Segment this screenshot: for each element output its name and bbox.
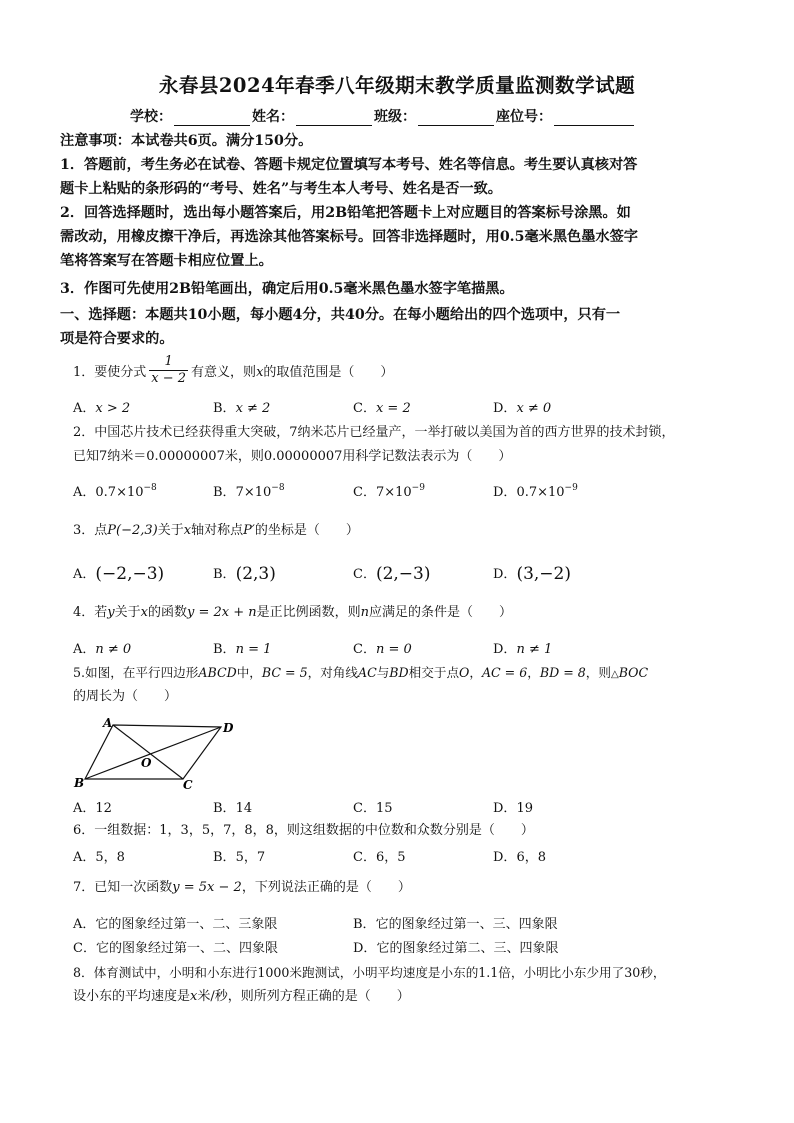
q5-abcd: ABCD xyxy=(198,665,237,680)
option-text: (3,−2) xyxy=(516,564,571,584)
q3-point: P(−2,3) xyxy=(107,523,158,538)
question-7 xyxy=(73,877,733,899)
q5-t3: ，对角线 xyxy=(307,665,358,680)
q4-var-n: n xyxy=(360,605,370,620)
exam-title: 永春县2024年春季八年级期末教学质量监测数学试题 xyxy=(158,74,636,97)
option-label: D． xyxy=(353,941,377,956)
q4-var-x: x xyxy=(140,605,148,620)
notice-item-2a: 2．回答选择题时，选出每小题答案后，用2B铅笔把答题卡上对应题目的答案标号涂黑。如 xyxy=(60,205,631,221)
q6-option-b[interactable] xyxy=(213,846,265,865)
option-text: x = 2 xyxy=(375,401,411,416)
option-text: n = 1 xyxy=(235,642,272,657)
q7-option-d[interactable] xyxy=(353,937,558,956)
question-1 xyxy=(73,356,733,389)
q3-option-a[interactable] xyxy=(73,563,164,584)
option-text: 6，5 xyxy=(375,850,406,865)
notice-item-2b: 需改动，用橡皮擦干净后，再选涂其他答案标号。回答非选择题时，用0.5毫米黑色墨水签字 xyxy=(60,229,638,245)
option-label: A． xyxy=(73,642,96,657)
q1-numerator: 1 xyxy=(164,354,173,369)
question-4 xyxy=(73,602,733,624)
diagonal-bd xyxy=(85,727,221,779)
option-label: B． xyxy=(213,485,236,500)
question-6: 6．一组数据：1，3，5，7，8，8，则这组数据的中位数和众数分别是（ ） xyxy=(73,823,534,838)
q1-option-d[interactable] xyxy=(493,397,551,416)
diagonal-ac xyxy=(113,725,183,779)
option-label: C． xyxy=(353,567,376,582)
q5-t1: 5.如图，在平行四边形 xyxy=(73,665,199,680)
option-label: B． xyxy=(213,642,236,657)
option-text: (−2,−3) xyxy=(95,564,165,584)
q5-t8: ，则 xyxy=(585,665,611,680)
q1-fraction xyxy=(149,354,188,387)
center-label-o: O xyxy=(141,756,152,770)
option-label: B． xyxy=(213,567,236,582)
option-label: B． xyxy=(213,401,236,416)
option-text: (2,3) xyxy=(235,564,276,584)
option-label: D． xyxy=(493,642,517,657)
option-label: C． xyxy=(353,850,376,865)
q1-text-post: 的取值范围是（ ） xyxy=(263,365,394,380)
q1-text-mid: 有意义，则 xyxy=(191,365,257,380)
q6-option-d[interactable] xyxy=(493,846,546,865)
q5-option-c[interactable] xyxy=(353,797,393,816)
q1-var: x xyxy=(256,365,264,380)
option-label: D． xyxy=(493,850,517,865)
option-text: x ≠ 0 xyxy=(516,401,552,416)
name-label: 姓名： xyxy=(252,109,294,125)
q8-var: x xyxy=(190,989,198,1004)
q5-o: O xyxy=(459,665,470,680)
q4-option-d[interactable] xyxy=(493,638,552,657)
vertex-label-c: C xyxy=(183,778,193,791)
option-text: 15 xyxy=(375,801,393,816)
q5-t6: ， xyxy=(469,665,482,680)
name-blank[interactable] xyxy=(296,111,372,126)
notice-item-2c: 笔将答案写在答题卡相应位置上。 xyxy=(60,253,273,269)
option-label: A． xyxy=(73,485,96,500)
seat-label: 座位号： xyxy=(496,109,552,125)
q5-t7: ， xyxy=(527,665,540,680)
option-label: A． xyxy=(73,567,96,582)
q3-var: x xyxy=(183,523,192,538)
option-label: D． xyxy=(493,567,517,582)
q4-equation: y = 2x + n xyxy=(187,605,257,620)
option-text: 它的图象经过第一、二、三象限 xyxy=(95,917,278,932)
option-text: 5，8 xyxy=(95,850,125,865)
option-text: 它的图象经过第一、三、四象限 xyxy=(375,917,558,932)
q5-option-a[interactable] xyxy=(73,797,112,816)
q1-denominator: x − 2 xyxy=(151,371,187,386)
q7-equation: y = 5x − 2 xyxy=(172,880,242,895)
question-5-line2: 的周长为（ ） xyxy=(73,689,178,704)
q3-text-pre: 3．点 xyxy=(73,523,108,538)
parallelogram-figure xyxy=(73,715,233,795)
q4-text-mid: 关于 xyxy=(114,605,141,620)
q5-bd: BD xyxy=(389,665,409,680)
q2-option-c[interactable] xyxy=(353,481,425,500)
vertex-label-d: D xyxy=(223,721,233,735)
q5-acv: AC = 6 xyxy=(481,665,528,680)
q2-option-b[interactable] xyxy=(213,481,285,500)
q7-option-c[interactable] xyxy=(73,937,278,956)
parallelogram-diagram xyxy=(73,715,233,791)
section-heading-line1: 一、选择题：本题共10小题，每小题4分，共40分。在每小题给出的四个选项中，只有一 xyxy=(60,307,621,323)
q5-t4: 与 xyxy=(376,665,390,680)
class-blank[interactable] xyxy=(418,111,494,126)
question-8-line1: 8．体育测试中，小明和小东进行1000米跑测试，小明平均速度是小东的1.1倍，小明比小东少用了30秒， xyxy=(73,965,666,980)
school-blank[interactable] xyxy=(174,111,250,126)
q4-text-pre: 4．若 xyxy=(73,605,108,620)
option-text: 5，7 xyxy=(235,850,266,865)
q1-option-a[interactable] xyxy=(73,397,130,416)
q3-option-c[interactable] xyxy=(353,563,431,584)
question-2-line2: 已知7纳米＝0.00000007米，则0.00000007用科学记数法表示为（ ） xyxy=(73,449,512,464)
q7-text-post: ，下列说法正确的是（ ） xyxy=(241,880,411,895)
q7-text-pre: 7．已知一次函数 xyxy=(73,880,173,895)
class-label: 班级： xyxy=(374,109,416,125)
option-label: B． xyxy=(213,801,236,816)
q5-option-b[interactable] xyxy=(213,797,252,816)
option-exponent: −9 xyxy=(411,483,425,493)
q5-option-d[interactable] xyxy=(493,797,533,816)
notice-item-1b: 题卡上粘贴的条形码的“考号、姓名”与考生本人考号、姓名是否一致。 xyxy=(60,181,502,197)
option-exponent: −8 xyxy=(143,483,157,493)
option-base: 0.7×10 xyxy=(95,485,144,500)
q5-ac: AC xyxy=(357,665,377,680)
q2-option-d[interactable] xyxy=(493,481,578,500)
q4-text-mid3: 是正比例函数，则 xyxy=(256,605,361,620)
option-exponent: −9 xyxy=(564,483,578,493)
option-label: A． xyxy=(73,850,96,865)
option-label: A． xyxy=(73,401,96,416)
option-label: C． xyxy=(353,401,376,416)
q5-boc: BOC xyxy=(618,665,649,680)
q7-option-a[interactable] xyxy=(73,913,277,932)
option-label: A． xyxy=(73,801,96,816)
option-text: n ≠ 1 xyxy=(516,642,553,657)
q5-t5: 相交于点 xyxy=(408,665,460,680)
option-label: C． xyxy=(73,941,96,956)
option-label: D． xyxy=(493,801,517,816)
option-text: 它的图象经过第二、三、四象限 xyxy=(376,941,559,956)
notice-heading: 注意事项：本试卷共6页。满分150分。 xyxy=(60,133,313,149)
triangle-symbol: △ xyxy=(610,669,619,680)
q3-text-post: 的坐标是（ ） xyxy=(254,523,359,538)
q1-text-pre: 1．要使分式 xyxy=(73,365,147,380)
option-text: 19 xyxy=(516,801,533,816)
option-text: 6，8 xyxy=(516,850,546,865)
option-text: 它的图象经过第一、二、四象限 xyxy=(95,941,278,956)
seat-blank[interactable] xyxy=(554,111,634,126)
school-label: 学校： xyxy=(130,109,172,125)
option-label: B． xyxy=(213,850,236,865)
option-text: n ≠ 0 xyxy=(95,642,132,657)
section-heading-line2: 项是符合要求的。 xyxy=(60,331,174,347)
q7-option-b[interactable] xyxy=(353,913,558,932)
option-label: C． xyxy=(353,642,376,657)
question-5-line1 xyxy=(73,662,733,686)
q8-text-b: 米/秒，则所列方程正确的是（ ） xyxy=(197,989,410,1004)
vertex-label-a: A xyxy=(103,716,113,730)
option-label: A． xyxy=(73,917,96,932)
option-label: C． xyxy=(353,485,376,500)
option-label: C． xyxy=(353,801,376,816)
q3-option-b[interactable] xyxy=(213,563,276,584)
question-3 xyxy=(73,520,733,542)
q8-text-a: 设小东的平均速度是 xyxy=(73,989,191,1004)
q4-option-c[interactable] xyxy=(353,638,412,657)
question-2-line1: 2．中国芯片技术已经获得重大突破，7纳米芯片已经量产，一举打破以美国为首的西方世界的技术封锁， xyxy=(73,425,675,440)
q5-bc: BC = 5 xyxy=(261,665,308,680)
q3-text-mid: 关于 xyxy=(157,523,184,538)
option-text: x > 2 xyxy=(95,401,131,416)
option-base: 0.7×10 xyxy=(516,485,565,500)
q5-bdv: BD = 8 xyxy=(539,665,586,680)
student-info-line xyxy=(130,106,636,126)
option-text: (2,−3) xyxy=(375,564,431,584)
notice-item-1a: 1．答题前，考生务必在试卷、答题卡规定位置填写本考号、姓名等信息。考生要认真核对答 xyxy=(60,157,638,173)
question-8-line2 xyxy=(73,986,733,1008)
q3-text-mid2: 轴对称点 xyxy=(191,523,244,538)
q6-option-a[interactable] xyxy=(73,846,125,865)
option-label: D． xyxy=(493,401,517,416)
q4-text-mid2: 的函数 xyxy=(148,605,188,620)
option-text: 12 xyxy=(95,801,112,816)
q4-var-y: y xyxy=(107,605,115,620)
option-exponent: −8 xyxy=(271,483,285,493)
q4-text-post: 应满足的条件是（ ） xyxy=(369,605,513,620)
q1-option-b[interactable] xyxy=(213,397,270,416)
option-text: x ≠ 2 xyxy=(235,401,271,416)
option-text: 14 xyxy=(235,801,253,816)
option-label: D． xyxy=(493,485,517,500)
q3-point2: P′ xyxy=(243,523,255,538)
option-text: n = 0 xyxy=(375,642,412,657)
q2-option-a[interactable] xyxy=(73,481,157,500)
notice-item-3: 3．作图可先使用2B铅笔画出，确定后用0.5毫米黑色墨水签字笔描黑。 xyxy=(60,281,514,297)
q1-option-c[interactable] xyxy=(353,397,411,416)
option-base: 7×10 xyxy=(235,485,272,500)
q4-option-b[interactable] xyxy=(213,638,271,657)
q3-option-d[interactable] xyxy=(493,563,571,584)
option-base: 7×10 xyxy=(375,485,412,500)
vertex-label-b: B xyxy=(74,776,85,790)
q4-option-a[interactable] xyxy=(73,638,131,657)
q6-option-c[interactable] xyxy=(353,846,406,865)
q5-t2: 中， xyxy=(236,665,262,680)
option-label: B． xyxy=(353,917,376,932)
